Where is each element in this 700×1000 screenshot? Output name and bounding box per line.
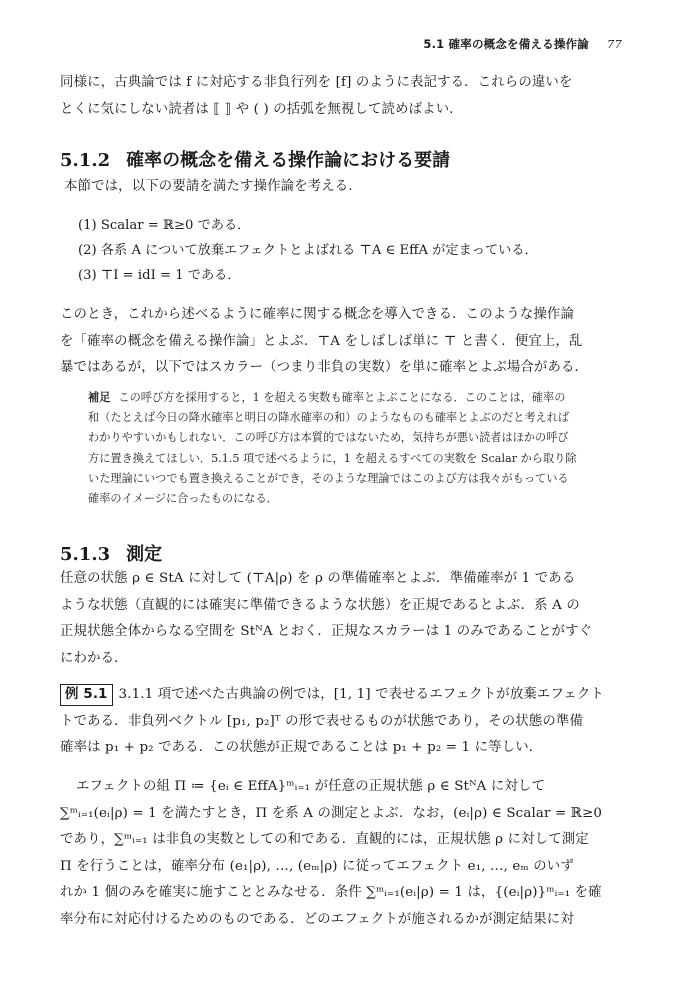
paragraph-line: 率分布に対応付けるためのものである．どのエフェクトが施されるかが測定結果に対: [60, 911, 574, 927]
note-line: わかりやすいかもしれない．この呼び方は本質的ではないため，気持ちが悪い読者はほかの呼び: [88, 431, 569, 445]
note-label: 補足: [88, 391, 111, 404]
section-heading-5-1-2: [60, 146, 450, 172]
supplement-note: [88, 388, 640, 509]
paragraph-line: 正規状態全体からなる空間を StᴺA とおく．正規なスカラーは 1 のみであることがすぐ: [60, 624, 593, 639]
paragraph-line: 暴ではあるが，以下ではスカラー（つまり非負の実数）を単に確率とよぶ場合がある．: [60, 360, 589, 375]
intro-line: 同様に，古典論では f に対応する非負行列を [f] のように表記する．これらの違いを: [60, 75, 573, 90]
paragraph-line: れか 1 個のみを確実に施すこととみなせる．条件 ∑ᵐᵢ₌₁(eᵢ|ρ) = 1 は，{(eᵢ|ρ)}ᵐᵢ₌₁ を確: [60, 885, 602, 900]
note-line: 確率のイメージに合ったものになる．: [88, 492, 278, 506]
note-line: 方に置き換えてほしい．5.1.5 項で述べるように，1 を超えるすべての実数を Scalar から取り除: [88, 451, 577, 465]
requirement-item: (2) 各系 A について放棄エフェクトとよばれる ⊤A ∈ EffA が定まっている．: [78, 243, 538, 258]
example-label: 例 5.1: [60, 684, 113, 706]
paragraph-line: であり，∑ᵐᵢ₌₁ は非負の実数としての和である．直観的には，正規状態 ρ に対して測定: [60, 832, 589, 847]
paragraph-line: ような状態（直観的には確実に準備できるような状態）を正規であるとよぶ．系 A の: [60, 597, 580, 613]
section-title: 測定: [126, 544, 163, 565]
paragraph-line: にわかる．: [60, 650, 128, 666]
section-heading-5-1-3: [60, 540, 162, 566]
intro-line: とくに気にしない読者は ⟦ ⟧ や ( ) の括弧を無視して読めばよい．: [60, 101, 463, 117]
example-line: トである．非負列ベクトル [p₁, p₂]ᵀ の形で表せるものが状態であり，その状態の準備: [60, 713, 584, 729]
note-line: 和（たとえば今日の降水確率と明日の降水確率の和）のようなものも確率とよぶのだと考えれば: [88, 411, 570, 425]
measurement-paragraph-2: [60, 774, 640, 933]
paragraph-line: ∑ᵐᵢ₌₁(eᵢ|ρ) = 1 を満たすとき，Π を系 A の測定とよぶ．なお，(eᵢ|ρ) ∈ Scalar = ℝ≥0: [60, 805, 603, 821]
example-text: 3.1.1 項で述べた古典論の例では，[1, 1] で表せるエフェクトが放棄エフェクト: [118, 687, 604, 702]
requirements-list: [78, 213, 638, 288]
paragraph-line: このとき，これから述べるように確率に関する概念を導入できる．このような操作論: [60, 307, 575, 322]
requirement-item: (3) ⊤I = idI = 1 である．: [78, 268, 241, 283]
section-title: 確率の概念を備える操作論における要請: [126, 150, 451, 171]
requirement-item: (1) Scalar = ℝ≥0 である．: [78, 218, 251, 233]
paragraph-line: を「確率の概念を備える操作論」とよぶ．⊤A をしばしば単に ⊤ と書く．便宜上，乱: [60, 333, 583, 349]
paragraph-line: 任意の状態 ρ ∈ StA に対して (⊤A|ρ) を ρ の準備確率とよぶ．準備確率が 1 である: [60, 571, 576, 586]
paragraph-line: エフェクトの組 Π ≔ {eᵢ ∈ EffA}ᵐᵢ₌₁ が任意の正規状態 ρ ∈ StᴺA に対して: [76, 779, 545, 794]
running-header-title: 5.1 確率の概念を備える操作論: [423, 37, 589, 51]
note-text: この呼び方を採用すると，1 を超える実数も確率とよぶことになる．このことは，確率の: [118, 391, 566, 404]
concept-paragraph: [60, 302, 640, 382]
measurement-paragraph-1: [60, 566, 640, 672]
lead-line: 本節では，以下の要請を満たす操作論を考える．: [64, 179, 362, 194]
section-number: 5.1.3: [60, 544, 111, 565]
note-line: いた理論にいつでも置き換えることができ，そのような理論ではこのよび方は我々がもっている: [88, 471, 569, 485]
running-header: [423, 36, 622, 52]
page-number: 77: [606, 37, 622, 51]
note-line: [88, 388, 640, 408]
paragraph-line: Π を行うことは，確率分布 (e₁|ρ), …, (eₘ|ρ) に従ってエフェクト e₁, …, eₘ のいず: [60, 858, 574, 874]
example-line: [60, 682, 640, 709]
section-lead: [64, 174, 644, 201]
intro-paragraph: [60, 70, 640, 123]
example-5-1: [60, 682, 640, 762]
section-number: 5.1.2: [60, 150, 111, 171]
example-line: 確率は p₁ + p₂ である．この状態が正規であることは p₁ + p₂ = 1 に等しい．: [60, 740, 543, 755]
